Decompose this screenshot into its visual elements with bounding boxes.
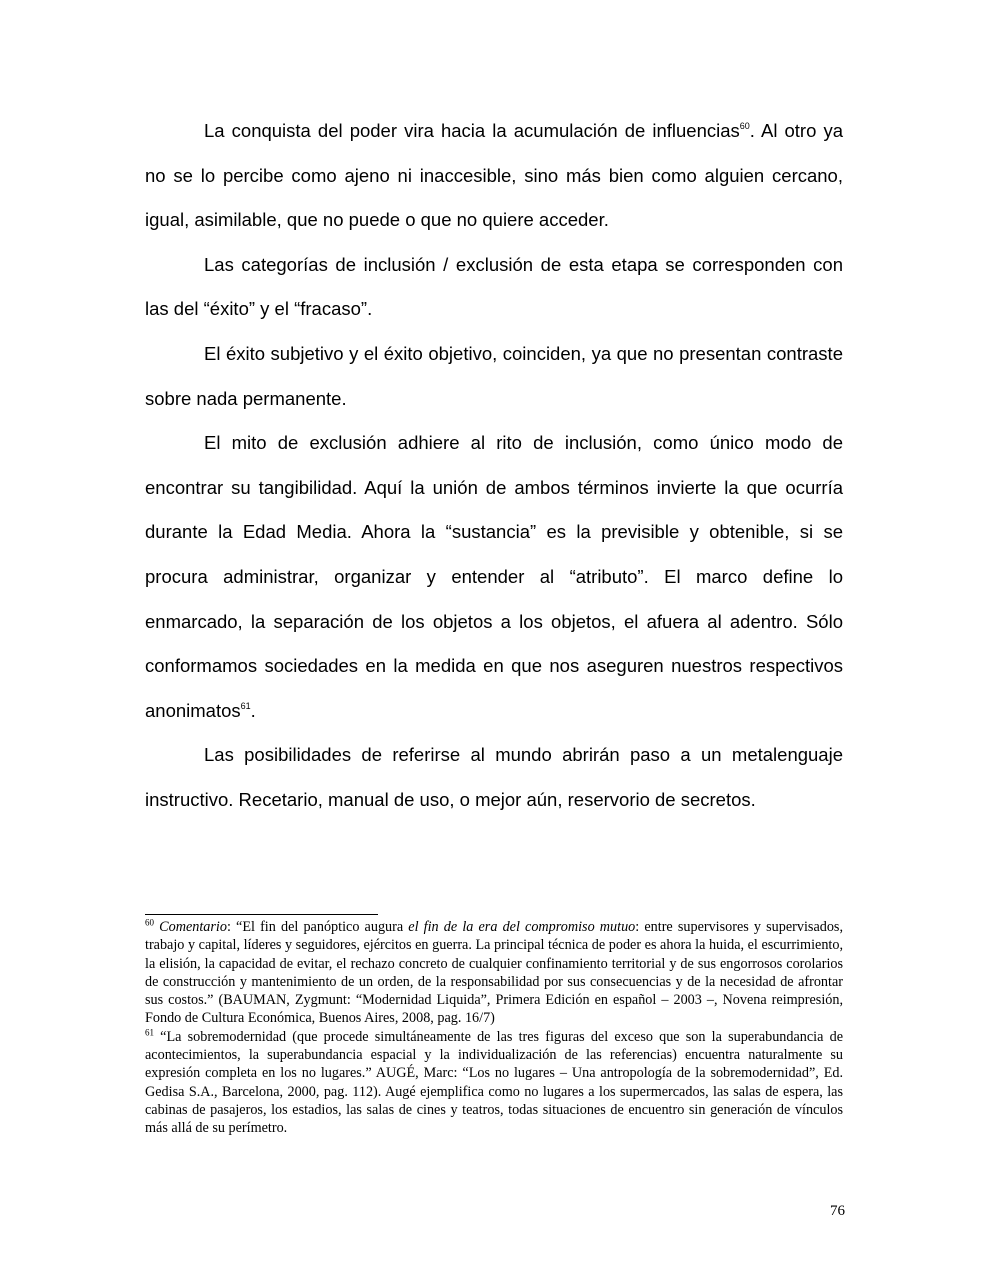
footnote-60-text-a: : “El fin del panóptico augura [226,919,409,935]
footnotes [145,918,843,1138]
paragraph-4 [145,421,843,733]
paragraph-2: Las categorías de inclusión / exclusión de esta etapa se corresponden con las del “éxito” y el “fracaso”. [145,253,843,320]
footnote-ref-60[interactable]: 60 [739,120,750,131]
paragraph-3: El éxito subjetivo y el éxito objetivo, coinciden, ya que no presentan contraste sobre nada permanente. [145,342,843,409]
footnote-61-text: “La sobremodernidad (que procede simultáneamente de las tres figuras del exceso que son la superabundancia de acontecimientos, la superabundancia espacial y la individualización de las referencias) encuentra naturalmente su expresión completa en los no lugares.” AUGÉ, Marc: “Los no lugares – Una antropología de la sobremodernidad”, Ed. Gedisa S.A., Barcelona, 2000, pag. 112). Augé ejemplifica como no lugares a los supermercados, las salas de espera, las cabinas de pasajeros, los estadios, las salas de cines y teatros, todas situaciones de encuentro sin generación de vínculos más allá de su perímetro. [145,1028,843,1137]
paragraph-1 [145,109,843,243]
footnote-60 [145,918,843,1028]
footnote-number-60: 60 [145,917,154,928]
footnote-61 [145,1028,843,1138]
paragraph-4-text-cont: . [250,699,256,721]
paragraph-5: Las posibilidades de referirse al mundo abrirán paso a un metalenguaje instructivo. Recetario, manual de uso, o mejor aún, reservorio de secretos. [145,744,843,810]
paragraph-1-text-cont: . Al otro ya no se lo percibe como ajeno ni inaccesible, sino más bien como alguien cercano, igual, asimilable, que no puede o que no quiere acceder. [145,120,843,231]
footnote-60-text-b: : entre supervisores y supervisados, trabajo y capital, líderes y seguidores, ejércitos en guerra. La principal técnica de poder es ahora la huida, el escurrimiento, la elisión, la capacidad de evitar, el rechazo concreto de cualquier confinamiento territorial y de sus engorrosos corolarios de construcción y mantenimiento de un orden, de la responsabilidad por sus consecuencias y de la necesidad de afrontar sus costos.” (BAUMAN, Zygmunt: “Modernidad Liquida”, Primera Edición en español – 2003 –, Novena reimpresión, Fondo de Cultura Económica, Buenos Aires, 2008, pag. 16/7) [145,919,844,1027]
page-number: 76 [830,1203,845,1219]
paragraph-1-text: La conquista del poder vira hacia la acumulación de influencias [204,120,740,141]
footnote-60-italic-phrase: el fin de la era del compromiso mutuo [408,919,636,935]
footnote-ref-61[interactable]: 61 [240,700,251,711]
paragraph-4-text: El mito de exclusión adhiere al rito de inclusión, como único modo de encontrar su tangibilidad. Aquí la unión de ambos términos invierte la que ocurría durante la Edad Media. Ahora la “sustancia” es la previsible y obtenible, si se procura administrar, organizar y entender al “atributo”. El marco define lo enmarcado, la separación de los objetos a los objetos, el afuera al adentro. Sólo conformamos sociedades en la medida en que nos aseguren nuestros respectivos anonimatos [145,432,843,721]
footnote-number-61: 61 [145,1027,154,1038]
footnote-separator [145,914,378,915]
footnote-60-label: Comentario [159,919,227,935]
body-text [145,109,843,823]
